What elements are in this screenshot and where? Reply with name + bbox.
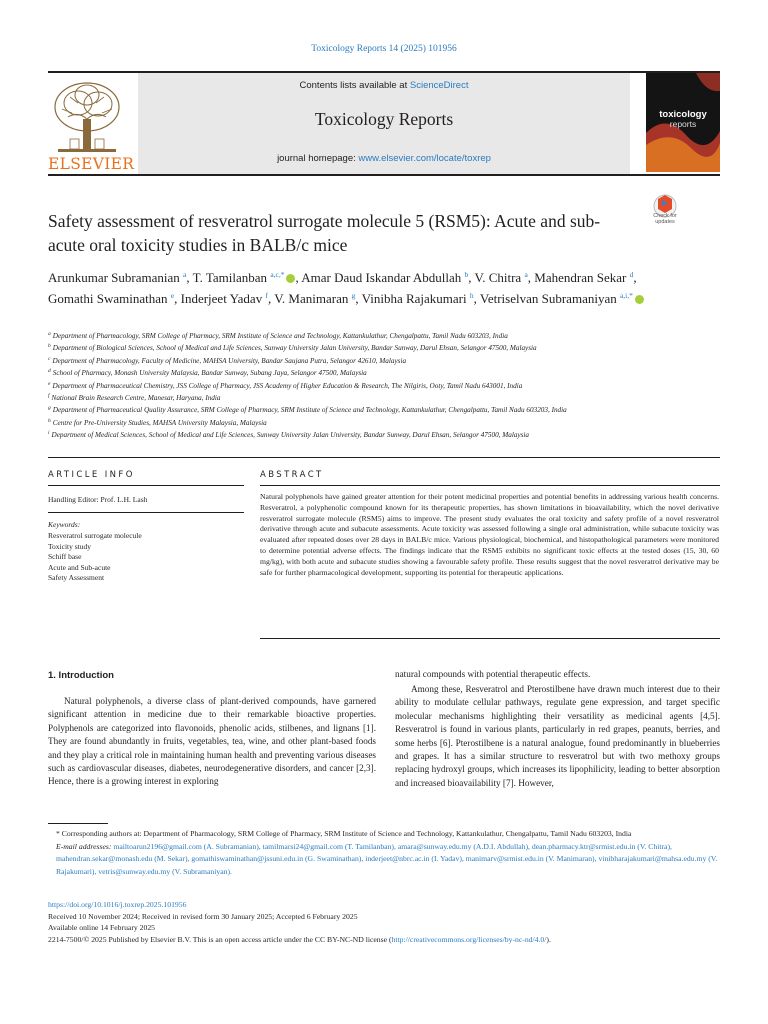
check-for-updates-label: Check for updates	[653, 213, 677, 225]
intro-paragraph: Natural polyphenols, a diverse class of plant-derived compounds, have garnered significant attention in medicine due to their remarkable bioactive properties. Polyphenols are categorized into flavonoids, phenolic acids, stilbenes, and lignans [1]. They are found abundantly in fruits, vegetables, tea, wine, and other plant-based foods and they play a critical role in maintaining human health and preventing various diseases such as cardiovascular diseases, diabetes, neurodegenerative disorders, and cancer [2,3]. Hence, there is a growing interest in exploring	[48, 696, 376, 787]
keyword-list	[48, 531, 142, 584]
author-name[interactable]: V. Manimaran	[274, 291, 349, 306]
orcid-icon[interactable]	[286, 274, 295, 283]
author-list: Arunkumar Subramanian $^a$, T. Tamilanban $^{a,c,*}$ , Amar Daud Iskandar Abdullah $^b$, V. Chitra $^a$, Mahendran Sekar $^d$, Gomathi Swaminathan $^e$, Inderjeet Yadav $^f$, V. Manimaran $^g$, Vinibha Rajakumari $^h$, Vetriselvan Subramaniyan $^{a,i,*}$	[48, 266, 648, 308]
author-affiliation-marker[interactable]: e	[170, 291, 175, 300]
footnote-rule	[48, 823, 108, 824]
author-name[interactable]: Arunkumar Subramanian	[48, 270, 180, 285]
cover-title-word-1: toxicology	[659, 109, 707, 120]
affiliation-text: Department of Pharmacology, Faculty of Medicine, MAHSA University, Bandar Saujana Putra, Selangor 42610, Malaysia	[52, 356, 407, 365]
abstract-rule	[260, 485, 720, 486]
section-divider	[48, 457, 720, 458]
author-name[interactable]: Vetriselvan Subramaniyan	[479, 291, 617, 306]
publisher-logo-text: ELSEVIER	[48, 155, 135, 173]
affiliation-text: National Brain Research Centre, Manesar, Haryana, India	[51, 394, 221, 403]
intro-paragraph: Among these, Resveratrol and Pterostilbene have drawn much interest due to their ability to modulate cellular pathways, regulate gene expression, and target specific molecular mechanisms highlighting their versatility as medicinal agents [4,5]. Resveratrol is found in various plants, particularly in red grapes, peanuts, berries, and some herbs [6]. Pterostilbene is a natural analogue, found predominantly in blueberries and grapes. It has a similar structure to resveratrol but with two methoxy groups replacing hydroxyl groups, which increases its lipophilicity, leading to better absorption and increased bioavailability [7]. However,	[395, 684, 720, 788]
affiliation-text: Department of Biological Sciences, School of Medical and Life Sciences, Sunway University Jalan University, Bandar Sunway, Darul Ehsan, Selangor 47500, Malaysia	[52, 344, 537, 353]
affiliation-text: School of Pharmacy, Monash University Malaysia, Bandar Sunway, Subang Jaya, Selangor 47500, Malaysia	[52, 369, 367, 378]
affiliation-marker: g	[48, 405, 51, 412]
elsevier-logo[interactable]	[48, 77, 135, 173]
author-affiliation-marker[interactable]: g	[351, 291, 356, 300]
affiliation-text: Department of Pharmacology, SRM College of Pharmacy, SRM Institute of Science and Technology, Kattankulathur, Chengalpattu, Tamil Nadu 603203, India	[52, 332, 508, 340]
author-name[interactable]: Mahendran Sekar	[534, 270, 627, 285]
affiliation-marker: a	[48, 331, 51, 337]
homepage-link[interactable]: www.elsevier.com/locate/toxrep	[358, 153, 491, 164]
sciencedirect-link[interactable]: ScienceDirect	[409, 80, 469, 91]
journal-title: Toxicology Reports	[314, 109, 454, 129]
article-info-rule	[48, 485, 244, 486]
license-suffix: ).	[546, 934, 551, 944]
orcid-icon[interactable]	[635, 295, 644, 304]
article-info-heading: ARTICLE INFO	[48, 470, 135, 480]
author-affiliation-marker[interactable]: b	[464, 270, 469, 279]
abstract-bottom-rule	[260, 638, 720, 639]
footnotes	[48, 828, 720, 878]
keyword-item: Safety Assessment	[48, 573, 105, 583]
affiliation-marker: i	[48, 430, 50, 437]
keywords-label: Keywords:	[48, 520, 81, 529]
affiliation-text: Centre for Pre-University Studies, MAHSA University Malaysia, Malaysia	[52, 418, 267, 427]
author-affiliation-marker[interactable]: f	[265, 291, 268, 300]
publication-info	[48, 899, 720, 945]
email-label: E-mail addresses:	[56, 841, 112, 851]
author-name[interactable]: Inderjeet Yadav	[180, 291, 263, 306]
author-affiliation-marker[interactable]: h	[469, 291, 474, 300]
affiliation-item	[48, 379, 658, 391]
keyword-item: Acute and Sub-acute	[48, 562, 111, 572]
author-affiliation-marker[interactable]: a	[524, 270, 528, 279]
journal-reference[interactable]: Toxicology Reports 14 (2025) 101956	[311, 44, 457, 54]
author-affiliation-marker[interactable]: a	[183, 270, 187, 279]
corresponding-author-note: * Corresponding authors at: Department of Pharmacology, SRM College of Pharmacy, SRM Institute of Science and Technology, Kattankulathur, Chengalpattu, Tamil Nadu 603203, India	[56, 829, 632, 838]
affiliation-item	[48, 391, 658, 403]
journal-homepage	[138, 153, 630, 164]
email-list[interactable]: mailtoarun2196@gmail.com (A. Subramanian), tamilmarsi24@gmail.com (T. Tamilanban), amara@sunway.edu.my (A.D.I. Abdullah), dean.pharmacy.ktr@srmist.edu.in (V. Chitra), mahendran.sekar@monash.edu (M. Sekar), gomathiswaminathan@jssuni.edu.in (G. Swaminathan), inderjeet@nbrc.ac.in (I. Yadav), manimarv@srmist.edu.in (V. Manimaran), vinibharajakumari@mahsa.edu.my (V. Rajakumari), vetris@sunway.edu.my (V. Subramaniyan).	[56, 841, 718, 876]
journal-masthead	[138, 73, 630, 174]
affiliation-text: Department of Pharmaceutical Chemistry, JSS College of Pharmacy, JSS Academy of Higher Education & Research, The Nilgiris, Ooty, Tamil Nadu 643001, India	[52, 381, 523, 390]
affiliation-text: Department of Pharmaceutical Quality Assurance, SRM College of Pharmacy, SRM Institute of Science and Technology, Kattankulathur, Chengalpattu, Tamil Nadu 603203, India	[52, 406, 567, 415]
available-online: Available online 14 February 2025	[48, 923, 156, 933]
author-name[interactable]: V. Chitra	[474, 270, 522, 285]
license-prefix: 2214-7500/© 2025 Published by Elsevier B.V. This is an open access article under the CC BY-NC-ND license (	[48, 934, 392, 944]
author-name[interactable]: T. Tamilanban	[192, 270, 268, 285]
handling-editor: Handling Editor: Prof. L.H. Lash	[48, 495, 148, 504]
affiliation-marker: e	[48, 380, 51, 387]
article-title: Safety assessment of resveratrol surrogate molecule 5 (RSM5): Acute and sub-acute oral toxicity studies in BALB/c mice	[48, 211, 601, 255]
author-affiliation-marker[interactable]: a,i,*	[619, 291, 633, 300]
affiliation-marker: f	[48, 393, 50, 400]
abstract-text: Natural polyphenols have gained greater attention for their potent medicinal properties and potential benefits in addressing various health concerns. Resveratrol, a polyphenolic compound known for its therapeutic properties, has shown limitations in bioavailability, which the novel derivative resveratrol surrogate molecule (RSM5) aims to improve. The present study evaluates the oral toxicity and safety profile of a novel resveratrol derivative through acute and subacute assessments. Acute toxicity was assessed following a single oral administration, while subacute toxicity was evaluated after repeated doses over 28 days in BALB/c mice. Various physiological, biochemical, and histopathological parameters were monitored to determine potential adverse effects. The findings indicate that the RSM5 exhibits no significant toxic effects at the tested doses (15, 30, 60 mg/kg), with both acute and subacute studies showing a favourable safety profile. These results suggest that the novel resveratrol derivative may be safe for further pharmacological development, supporting its potential for therapeutic applications.	[260, 492, 719, 577]
journal-header	[48, 71, 720, 176]
affiliation-marker: c	[48, 355, 51, 362]
cover-title-word-2: reports	[669, 119, 697, 129]
keyword-item: Resveratrol surrogate molecule	[48, 531, 142, 540]
intro-paragraph-continued: natural compounds with potential therapeutic effects.	[395, 669, 591, 679]
contents-availability	[138, 80, 630, 91]
journal-cover-thumbnail[interactable]	[646, 73, 720, 172]
affiliation-marker: h	[48, 417, 51, 424]
received-dates: Received 10 November 2024; Received in revised form 30 January 2025; Accepted 6 February 2025	[48, 911, 358, 921]
affiliation-list	[48, 329, 658, 441]
affiliation-text: Department of Medical Sciences, School of Medical and Life Sciences, Sunway University Jalan University, Bandar Sunway, Darul Ehsan, Selangor 47500, Malaysia	[51, 431, 530, 440]
doi-link[interactable]: https://doi.org/10.1016/j.toxrep.2025.101956	[48, 900, 187, 909]
elsevier-tree-icon	[48, 77, 126, 157]
abstract-heading: ABSTRACT	[260, 470, 324, 480]
author-affiliation-marker[interactable]: d	[629, 270, 634, 279]
affiliation-item	[48, 403, 658, 415]
keyword-item: Schiff base	[48, 552, 82, 562]
affiliation-marker: d	[48, 368, 51, 375]
keywords-rule	[48, 512, 244, 513]
license-statement	[48, 934, 720, 946]
affiliation-marker: b	[48, 343, 51, 350]
affiliation-item	[48, 428, 658, 440]
keyword-item: Toxicity study	[48, 541, 92, 551]
affiliation-item	[48, 354, 658, 366]
homepage-prefix: journal homepage:	[277, 153, 359, 164]
contents-prefix: Contents lists available at	[299, 80, 410, 91]
author-affiliation-marker[interactable]: a,c,*	[270, 270, 285, 279]
affiliation-item	[48, 366, 658, 378]
author-name[interactable]: Amar Daud Iskandar Abdullah	[301, 270, 462, 285]
license-link[interactable]: http://creativecommons.org/licenses/by-nc-nd/4.0/	[391, 934, 547, 944]
affiliation-item	[48, 329, 658, 341]
affiliation-item	[48, 341, 658, 353]
author-name[interactable]: Gomathi Swaminathan	[48, 291, 168, 306]
affiliation-item	[48, 416, 658, 428]
author-name[interactable]: Vinibha Rajakumari	[361, 291, 467, 306]
email-addresses	[48, 841, 720, 879]
section-heading-introduction: 1. Introduction	[48, 670, 114, 681]
